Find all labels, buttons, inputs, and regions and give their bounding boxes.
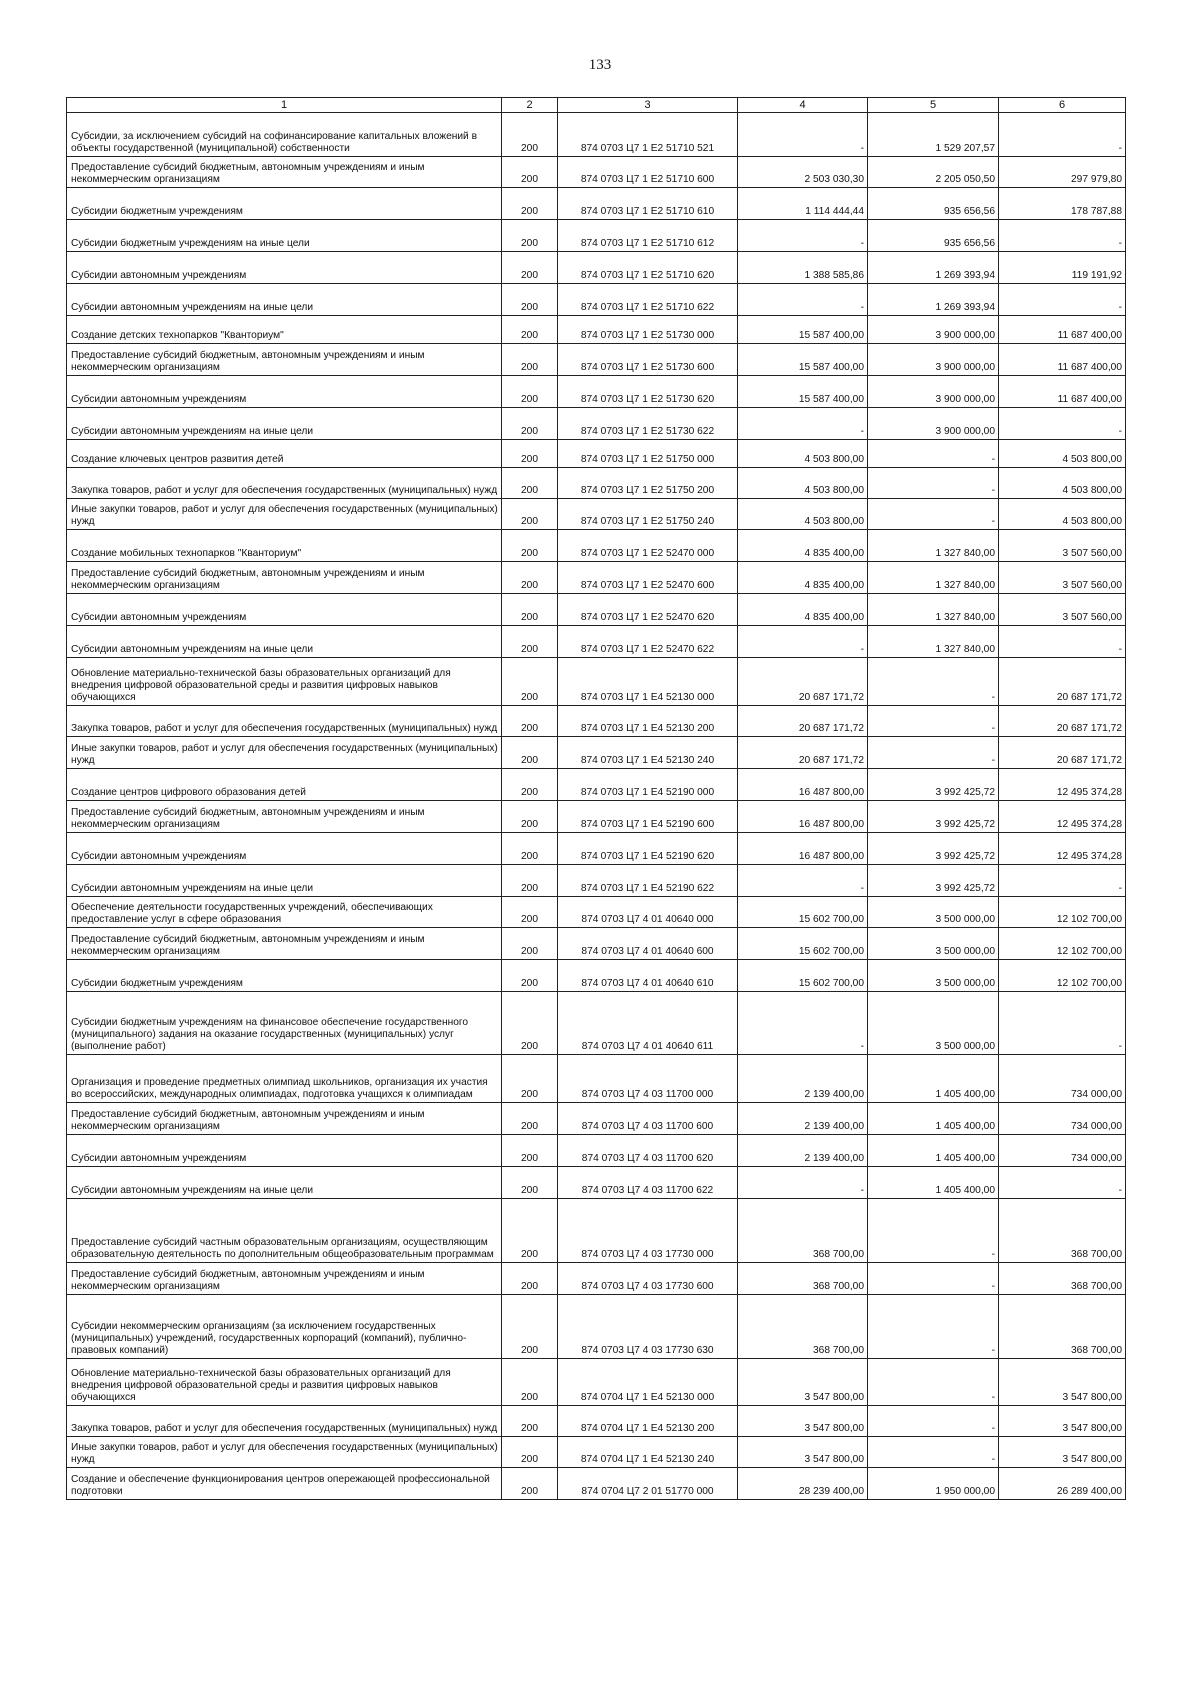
table-row bbox=[67, 284, 1126, 316]
table-row bbox=[67, 833, 1126, 865]
header-col-4: 4 bbox=[738, 98, 868, 113]
row-name: Обновление материально-технической базы образовательных организаций для внедрения цифровой образовательной среды и развития цифровых навыков обучающихся bbox=[67, 658, 502, 706]
row-name: Организация и проведение предметных олимпиад школьников, организация их участия во всероссийских, международных олимпиадах, подготовка учащихся к олимпиадам bbox=[67, 1055, 502, 1103]
row-amount-col6: 4 503 800,00 bbox=[999, 440, 1126, 468]
table-row bbox=[67, 960, 1126, 992]
row-amount-col6: 734 000,00 bbox=[999, 1055, 1126, 1103]
table-row bbox=[67, 157, 1126, 188]
row-name: Иные закупки товаров, работ и услуг для обеспечения государственных (муниципальных) нужд bbox=[67, 737, 502, 769]
row-amount-col5: 1 529 207,57 bbox=[868, 113, 999, 157]
row-col2: 200 bbox=[502, 344, 558, 376]
row-name: Создание детских технопарков "Кванториум" bbox=[67, 316, 502, 344]
row-amount-col5: 3 992 425,72 bbox=[868, 865, 999, 897]
row-code: 874 0703 Ц7 1 E2 51750 000 bbox=[558, 440, 738, 468]
row-amount-col5: 3 900 000,00 bbox=[868, 376, 999, 408]
row-amount-col6: 3 547 800,00 bbox=[999, 1406, 1126, 1437]
row-amount-col5: 3 500 000,00 bbox=[868, 897, 999, 928]
row-col2: 200 bbox=[502, 440, 558, 468]
row-code: 874 0703 Ц7 1 E4 52190 600 bbox=[558, 801, 738, 833]
row-amount-col4: 1 388 585,86 bbox=[738, 252, 868, 284]
row-amount-col6: 20 687 171,72 bbox=[999, 706, 1126, 737]
row-name: Иные закупки товаров, работ и услуг для обеспечения государственных (муниципальных) нужд bbox=[67, 1437, 502, 1468]
row-amount-col4: 20 687 171,72 bbox=[738, 737, 868, 769]
row-name: Субсидии автономным учреждениям на иные цели bbox=[67, 408, 502, 440]
row-amount-col6: - bbox=[999, 865, 1126, 897]
row-amount-col5: - bbox=[868, 499, 999, 530]
row-amount-col4: 3 547 800,00 bbox=[738, 1359, 868, 1406]
row-amount-col5: 1 405 400,00 bbox=[868, 1055, 999, 1103]
header-col-2: 2 bbox=[502, 98, 558, 113]
table-row bbox=[67, 1263, 1126, 1295]
row-code: 874 0703 Ц7 4 03 11700 622 bbox=[558, 1167, 738, 1199]
row-col2: 200 bbox=[502, 1135, 558, 1167]
row-name: Субсидии автономным учреждениям bbox=[67, 594, 502, 626]
row-col2: 200 bbox=[502, 113, 558, 157]
row-col2: 200 bbox=[502, 658, 558, 706]
row-name: Предоставление субсидий бюджетным, автономным учреждениям и иным некоммерческим организациям bbox=[67, 1103, 502, 1135]
row-amount-col5: - bbox=[868, 1263, 999, 1295]
row-code: 874 0703 Ц7 1 E2 51710 521 bbox=[558, 113, 738, 157]
row-amount-col5: - bbox=[868, 1437, 999, 1468]
row-code: 874 0703 Ц7 1 E2 51710 600 bbox=[558, 157, 738, 188]
row-amount-col4: 15 602 700,00 bbox=[738, 928, 868, 960]
row-amount-col4: 2 139 400,00 bbox=[738, 1135, 868, 1167]
row-code: 874 0704 Ц7 1 E4 52130 000 bbox=[558, 1359, 738, 1406]
row-col2: 200 bbox=[502, 284, 558, 316]
row-col2: 200 bbox=[502, 157, 558, 188]
table-row bbox=[67, 113, 1126, 157]
row-name: Предоставление субсидий бюджетным, автономным учреждениям и иным некоммерческим организациям bbox=[67, 344, 502, 376]
row-col2: 200 bbox=[502, 594, 558, 626]
header-col-3: 3 bbox=[558, 98, 738, 113]
row-code: 874 0703 Ц7 1 E4 52130 000 bbox=[558, 658, 738, 706]
table-row bbox=[67, 626, 1126, 658]
row-amount-col5: 2 205 050,50 bbox=[868, 157, 999, 188]
row-amount-col5: - bbox=[868, 737, 999, 769]
row-amount-col4: - bbox=[738, 992, 868, 1055]
row-amount-col6: 12 102 700,00 bbox=[999, 960, 1126, 992]
row-amount-col4: - bbox=[738, 113, 868, 157]
row-col2: 200 bbox=[502, 865, 558, 897]
row-amount-col6: 3 547 800,00 bbox=[999, 1359, 1126, 1406]
row-amount-col5: 3 992 425,72 bbox=[868, 769, 999, 801]
row-amount-col5: - bbox=[868, 468, 999, 499]
row-amount-col5: 1 269 393,94 bbox=[868, 252, 999, 284]
row-name: Субсидии, за исключением субсидий на софинансирование капитальных вложений в объекты государственной (муниципальной) собственности bbox=[67, 113, 502, 157]
row-name: Иные закупки товаров, работ и услуг для обеспечения государственных (муниципальных) нужд bbox=[67, 499, 502, 530]
row-amount-col6: 734 000,00 bbox=[999, 1135, 1126, 1167]
row-name: Субсидии некоммерческим организациям (за исключением государственных (муниципальных) учреждений, государственных корпораций (компаний), публично-правовых компаний) bbox=[67, 1295, 502, 1359]
row-col2: 200 bbox=[502, 376, 558, 408]
row-amount-col4: 20 687 171,72 bbox=[738, 706, 868, 737]
row-amount-col6: 26 289 400,00 bbox=[999, 1468, 1126, 1500]
row-code: 874 0703 Ц7 4 03 17730 630 bbox=[558, 1295, 738, 1359]
row-col2: 200 bbox=[502, 1263, 558, 1295]
row-col2: 200 bbox=[502, 1055, 558, 1103]
row-name: Субсидии бюджетным учреждениям bbox=[67, 960, 502, 992]
row-amount-col4: - bbox=[738, 284, 868, 316]
row-amount-col5: 3 900 000,00 bbox=[868, 408, 999, 440]
table-row bbox=[67, 1359, 1126, 1406]
row-amount-col6: - bbox=[999, 220, 1126, 252]
row-amount-col4: 2 503 030,30 bbox=[738, 157, 868, 188]
row-name: Закупка товаров, работ и услуг для обеспечения государственных (муниципальных) нужд bbox=[67, 1406, 502, 1437]
table-row bbox=[67, 440, 1126, 468]
row-amount-col5: 935 656,56 bbox=[868, 188, 999, 220]
row-amount-col5: 935 656,56 bbox=[868, 220, 999, 252]
table-row bbox=[67, 1295, 1126, 1359]
row-amount-col5: 1 405 400,00 bbox=[868, 1167, 999, 1199]
row-name: Предоставление субсидий бюджетным, автономным учреждениям и иным некоммерческим организациям bbox=[67, 562, 502, 594]
row-code: 874 0703 Ц7 1 E2 51730 622 bbox=[558, 408, 738, 440]
row-name: Субсидии бюджетным учреждениям bbox=[67, 188, 502, 220]
row-amount-col5: 1 327 840,00 bbox=[868, 562, 999, 594]
row-amount-col6: - bbox=[999, 113, 1126, 157]
row-col2: 200 bbox=[502, 737, 558, 769]
table-row bbox=[67, 1199, 1126, 1263]
row-amount-col4: 20 687 171,72 bbox=[738, 658, 868, 706]
row-amount-col5: 3 900 000,00 bbox=[868, 344, 999, 376]
row-name: Обновление материально-технической базы образовательных организаций для внедрения цифровой образовательной среды и развития цифровых навыков обучающихся bbox=[67, 1359, 502, 1406]
row-code: 874 0703 Ц7 1 E2 51730 000 bbox=[558, 316, 738, 344]
table-row bbox=[67, 1468, 1126, 1500]
row-col2: 200 bbox=[502, 928, 558, 960]
row-name: Субсидии автономным учреждениям на иные цели bbox=[67, 865, 502, 897]
row-amount-col4: 4 835 400,00 bbox=[738, 594, 868, 626]
table-row bbox=[67, 188, 1126, 220]
row-code: 874 0703 Ц7 1 E4 52190 622 bbox=[558, 865, 738, 897]
row-code: 874 0704 Ц7 2 01 51770 000 bbox=[558, 1468, 738, 1500]
row-amount-col5: 3 500 000,00 bbox=[868, 928, 999, 960]
row-amount-col4: 4 503 800,00 bbox=[738, 499, 868, 530]
row-amount-col6: - bbox=[999, 992, 1126, 1055]
row-name: Создание мобильных технопарков "Кванториум" bbox=[67, 530, 502, 562]
row-amount-col6: 11 687 400,00 bbox=[999, 344, 1126, 376]
row-col2: 200 bbox=[502, 1468, 558, 1500]
row-amount-col5: 1 327 840,00 bbox=[868, 626, 999, 658]
row-amount-col5: - bbox=[868, 706, 999, 737]
row-amount-col6: 3 507 560,00 bbox=[999, 562, 1126, 594]
row-amount-col6: 3 547 800,00 bbox=[999, 1437, 1126, 1468]
header-col-1: 1 bbox=[67, 98, 502, 113]
row-amount-col6: 20 687 171,72 bbox=[999, 737, 1126, 769]
row-amount-col5: 1 327 840,00 bbox=[868, 530, 999, 562]
row-col2: 200 bbox=[502, 1406, 558, 1437]
row-amount-col4: 4 503 800,00 bbox=[738, 468, 868, 499]
row-code: 874 0703 Ц7 1 E2 51750 200 bbox=[558, 468, 738, 499]
header-col-5: 5 bbox=[868, 98, 999, 113]
table-row bbox=[67, 865, 1126, 897]
header-col-6: 6 bbox=[999, 98, 1126, 113]
row-col2: 200 bbox=[502, 1437, 558, 1468]
row-amount-col6: 12 495 374,28 bbox=[999, 769, 1126, 801]
row-col2: 200 bbox=[502, 626, 558, 658]
table-row bbox=[67, 1406, 1126, 1437]
row-col2: 200 bbox=[502, 468, 558, 499]
table-row bbox=[67, 737, 1126, 769]
row-amount-col5: 3 992 425,72 bbox=[868, 833, 999, 865]
row-col2: 200 bbox=[502, 220, 558, 252]
row-name: Субсидии бюджетным учреждениям на финансовое обеспечение государственного (муниципального) задания на оказание государственных (муниципальных) услуг (выполнение работ) bbox=[67, 992, 502, 1055]
row-amount-col6: 3 507 560,00 bbox=[999, 594, 1126, 626]
row-amount-col4: 2 139 400,00 bbox=[738, 1103, 868, 1135]
row-amount-col6: 3 507 560,00 bbox=[999, 530, 1126, 562]
row-amount-col4: 4 835 400,00 bbox=[738, 530, 868, 562]
row-col2: 200 bbox=[502, 1167, 558, 1199]
row-col2: 200 bbox=[502, 499, 558, 530]
table-row bbox=[67, 316, 1126, 344]
row-amount-col5: 1 405 400,00 bbox=[868, 1103, 999, 1135]
row-name: Субсидии автономным учреждениям bbox=[67, 376, 502, 408]
row-amount-col4: 15 587 400,00 bbox=[738, 316, 868, 344]
table-row bbox=[67, 658, 1126, 706]
row-code: 874 0703 Ц7 1 E4 52190 620 bbox=[558, 833, 738, 865]
row-code: 874 0703 Ц7 1 E2 51710 610 bbox=[558, 188, 738, 220]
page-number: 133 bbox=[588, 57, 612, 73]
table-row bbox=[67, 1437, 1126, 1468]
row-name: Предоставление субсидий бюджетным, автономным учреждениям и иным некоммерческим организациям bbox=[67, 157, 502, 188]
row-col2: 200 bbox=[502, 769, 558, 801]
row-col2: 200 bbox=[502, 833, 558, 865]
row-amount-col4: - bbox=[738, 626, 868, 658]
row-col2: 200 bbox=[502, 1295, 558, 1359]
table-row bbox=[67, 408, 1126, 440]
row-amount-col5: 3 900 000,00 bbox=[868, 316, 999, 344]
row-amount-col4: 15 587 400,00 bbox=[738, 344, 868, 376]
row-amount-col4: 16 487 800,00 bbox=[738, 801, 868, 833]
row-amount-col4: 16 487 800,00 bbox=[738, 769, 868, 801]
row-amount-col5: - bbox=[868, 1199, 999, 1263]
table-row bbox=[67, 376, 1126, 408]
row-amount-col4: 15 587 400,00 bbox=[738, 376, 868, 408]
row-code: 874 0703 Ц7 1 E4 52130 240 bbox=[558, 737, 738, 769]
row-amount-col5: 3 992 425,72 bbox=[868, 801, 999, 833]
row-amount-col5: 1 405 400,00 bbox=[868, 1135, 999, 1167]
row-name: Создание центров цифрового образования детей bbox=[67, 769, 502, 801]
row-amount-col4: 15 602 700,00 bbox=[738, 897, 868, 928]
row-amount-col6: - bbox=[999, 626, 1126, 658]
row-name: Предоставление субсидий частным образовательным организациям, осуществляющим образовательную деятельность по дополнительным общеобразовательным программам bbox=[67, 1199, 502, 1263]
row-amount-col6: 4 503 800,00 bbox=[999, 468, 1126, 499]
row-col2: 200 bbox=[502, 316, 558, 344]
row-col2: 200 bbox=[502, 960, 558, 992]
row-amount-col4: - bbox=[738, 1167, 868, 1199]
row-name: Предоставление субсидий бюджетным, автономным учреждениям и иным некоммерческим организациям bbox=[67, 1263, 502, 1295]
row-amount-col4: 16 487 800,00 bbox=[738, 833, 868, 865]
row-code: 874 0703 Ц7 4 01 40640 610 bbox=[558, 960, 738, 992]
row-col2: 200 bbox=[502, 1199, 558, 1263]
row-name: Предоставление субсидий бюджетным, автономным учреждениям и иным некоммерческим организациям bbox=[67, 928, 502, 960]
row-name: Закупка товаров, работ и услуг для обеспечения государственных (муниципальных) нужд bbox=[67, 468, 502, 499]
row-code: 874 0703 Ц7 1 E2 52470 600 bbox=[558, 562, 738, 594]
row-amount-col5: 1 327 840,00 bbox=[868, 594, 999, 626]
row-col2: 200 bbox=[502, 801, 558, 833]
row-amount-col5: - bbox=[868, 658, 999, 706]
row-col2: 200 bbox=[502, 706, 558, 737]
row-code: 874 0703 Ц7 4 01 40640 600 bbox=[558, 928, 738, 960]
table-row bbox=[67, 1055, 1126, 1103]
row-amount-col5: 3 500 000,00 bbox=[868, 992, 999, 1055]
table-row bbox=[67, 530, 1126, 562]
row-amount-col6: 4 503 800,00 bbox=[999, 499, 1126, 530]
row-code: 874 0703 Ц7 1 E2 51730 620 bbox=[558, 376, 738, 408]
row-code: 874 0703 Ц7 4 03 11700 600 bbox=[558, 1103, 738, 1135]
row-code: 874 0703 Ц7 1 E2 52470 622 bbox=[558, 626, 738, 658]
row-code: 874 0703 Ц7 4 03 17730 600 bbox=[558, 1263, 738, 1295]
row-name: Субсидии автономным учреждениям на иные цели bbox=[67, 626, 502, 658]
row-code: 874 0703 Ц7 1 E2 51730 600 bbox=[558, 344, 738, 376]
row-code: 874 0703 Ц7 4 03 17730 000 bbox=[558, 1199, 738, 1263]
row-name: Обеспечение деятельности государственных учреждений, обеспечивающих предоставление услуг в сфере образования bbox=[67, 897, 502, 928]
row-amount-col6: 11 687 400,00 bbox=[999, 316, 1126, 344]
row-amount-col6: 734 000,00 bbox=[999, 1103, 1126, 1135]
row-code: 874 0703 Ц7 4 03 11700 000 bbox=[558, 1055, 738, 1103]
row-amount-col4: 4 835 400,00 bbox=[738, 562, 868, 594]
row-amount-col4: 3 547 800,00 bbox=[738, 1406, 868, 1437]
row-amount-col4: 1 114 444,44 bbox=[738, 188, 868, 220]
row-amount-col6: - bbox=[999, 1167, 1126, 1199]
row-amount-col6: 368 700,00 bbox=[999, 1199, 1126, 1263]
row-code: 874 0703 Ц7 1 E4 52190 000 bbox=[558, 769, 738, 801]
table-row bbox=[67, 252, 1126, 284]
row-amount-col6: 297 979,80 bbox=[999, 157, 1126, 188]
row-code: 874 0703 Ц7 1 E2 51750 240 bbox=[558, 499, 738, 530]
row-amount-col4: 368 700,00 bbox=[738, 1263, 868, 1295]
row-code: 874 0703 Ц7 1 E2 51710 620 bbox=[558, 252, 738, 284]
row-amount-col4: 2 139 400,00 bbox=[738, 1055, 868, 1103]
row-amount-col4: 15 602 700,00 bbox=[738, 960, 868, 992]
row-code: 874 0704 Ц7 1 E4 52130 240 bbox=[558, 1437, 738, 1468]
row-col2: 200 bbox=[502, 530, 558, 562]
row-amount-col5: 1 950 000,00 bbox=[868, 1468, 999, 1500]
header-row bbox=[67, 98, 1126, 113]
row-amount-col6: 12 102 700,00 bbox=[999, 897, 1126, 928]
table-row bbox=[67, 769, 1126, 801]
row-code: 874 0703 Ц7 1 E2 51710 622 bbox=[558, 284, 738, 316]
row-amount-col6: 119 191,92 bbox=[999, 252, 1126, 284]
row-amount-col6: 178 787,88 bbox=[999, 188, 1126, 220]
row-code: 874 0703 Ц7 4 01 40640 000 bbox=[558, 897, 738, 928]
row-code: 874 0703 Ц7 1 E4 52130 200 bbox=[558, 706, 738, 737]
row-name: Субсидии автономным учреждениям на иные цели bbox=[67, 1167, 502, 1199]
row-amount-col5: - bbox=[868, 1359, 999, 1406]
row-name: Субсидии автономным учреждениям bbox=[67, 833, 502, 865]
row-amount-col5: - bbox=[868, 440, 999, 468]
row-code: 874 0704 Ц7 1 E4 52130 200 bbox=[558, 1406, 738, 1437]
row-code: 874 0703 Ц7 1 E2 51710 612 bbox=[558, 220, 738, 252]
row-name: Субсидии автономным учреждениям bbox=[67, 252, 502, 284]
table-row bbox=[67, 1103, 1126, 1135]
row-col2: 200 bbox=[502, 1103, 558, 1135]
row-code: 874 0703 Ц7 1 E2 52470 620 bbox=[558, 594, 738, 626]
row-col2: 200 bbox=[502, 897, 558, 928]
table-body bbox=[67, 113, 1126, 1500]
row-name: Предоставление субсидий бюджетным, автономным учреждениям и иным некоммерческим организациям bbox=[67, 801, 502, 833]
row-amount-col6: 11 687 400,00 bbox=[999, 376, 1126, 408]
row-col2: 200 bbox=[502, 188, 558, 220]
row-amount-col6: - bbox=[999, 408, 1126, 440]
row-amount-col5: - bbox=[868, 1295, 999, 1359]
row-col2: 200 bbox=[502, 408, 558, 440]
row-code: 874 0703 Ц7 4 03 11700 620 bbox=[558, 1135, 738, 1167]
row-amount-col4: - bbox=[738, 865, 868, 897]
row-col2: 200 bbox=[502, 1359, 558, 1406]
table-row bbox=[67, 468, 1126, 499]
row-amount-col5: - bbox=[868, 1406, 999, 1437]
table-row bbox=[67, 344, 1126, 376]
table-row bbox=[67, 499, 1126, 530]
row-amount-col4: 3 547 800,00 bbox=[738, 1437, 868, 1468]
row-amount-col6: 12 495 374,28 bbox=[999, 801, 1126, 833]
table-row bbox=[67, 1167, 1126, 1199]
row-amount-col4: 28 239 400,00 bbox=[738, 1468, 868, 1500]
table-row bbox=[67, 897, 1126, 928]
row-amount-col4: - bbox=[738, 220, 868, 252]
row-col2: 200 bbox=[502, 252, 558, 284]
row-amount-col6: 368 700,00 bbox=[999, 1263, 1126, 1295]
table-row bbox=[67, 928, 1126, 960]
row-name: Субсидии автономным учреждениям bbox=[67, 1135, 502, 1167]
row-amount-col6: 12 495 374,28 bbox=[999, 833, 1126, 865]
table-row bbox=[67, 992, 1126, 1055]
row-col2: 200 bbox=[502, 562, 558, 594]
row-amount-col4: 4 503 800,00 bbox=[738, 440, 868, 468]
row-amount-col5: 1 269 393,94 bbox=[868, 284, 999, 316]
row-name: Субсидии автономным учреждениям на иные цели bbox=[67, 284, 502, 316]
table-row bbox=[67, 1135, 1126, 1167]
row-name: Создание ключевых центров развития детей bbox=[67, 440, 502, 468]
row-amount-col4: 368 700,00 bbox=[738, 1199, 868, 1263]
row-amount-col6: - bbox=[999, 284, 1126, 316]
row-col2: 200 bbox=[502, 992, 558, 1055]
row-amount-col4: - bbox=[738, 408, 868, 440]
row-amount-col5: 3 500 000,00 bbox=[868, 960, 999, 992]
table-row bbox=[67, 706, 1126, 737]
row-amount-col6: 12 102 700,00 bbox=[999, 928, 1126, 960]
table-row bbox=[67, 562, 1126, 594]
row-name: Закупка товаров, работ и услуг для обеспечения государственных (муниципальных) нужд bbox=[67, 706, 502, 737]
row-amount-col4: 368 700,00 bbox=[738, 1295, 868, 1359]
table-row bbox=[67, 594, 1126, 626]
row-name: Создание и обеспечение функционирования центров опережающей профессиональной подготовки bbox=[67, 1468, 502, 1500]
budget-table bbox=[66, 97, 1126, 1500]
row-code: 874 0703 Ц7 1 E2 52470 000 bbox=[558, 530, 738, 562]
row-amount-col6: 368 700,00 bbox=[999, 1295, 1126, 1359]
row-code: 874 0703 Ц7 4 01 40640 611 bbox=[558, 992, 738, 1055]
table-row bbox=[67, 220, 1126, 252]
row-name: Субсидии бюджетным учреждениям на иные цели bbox=[67, 220, 502, 252]
table-row bbox=[67, 801, 1126, 833]
row-amount-col6: 20 687 171,72 bbox=[999, 658, 1126, 706]
